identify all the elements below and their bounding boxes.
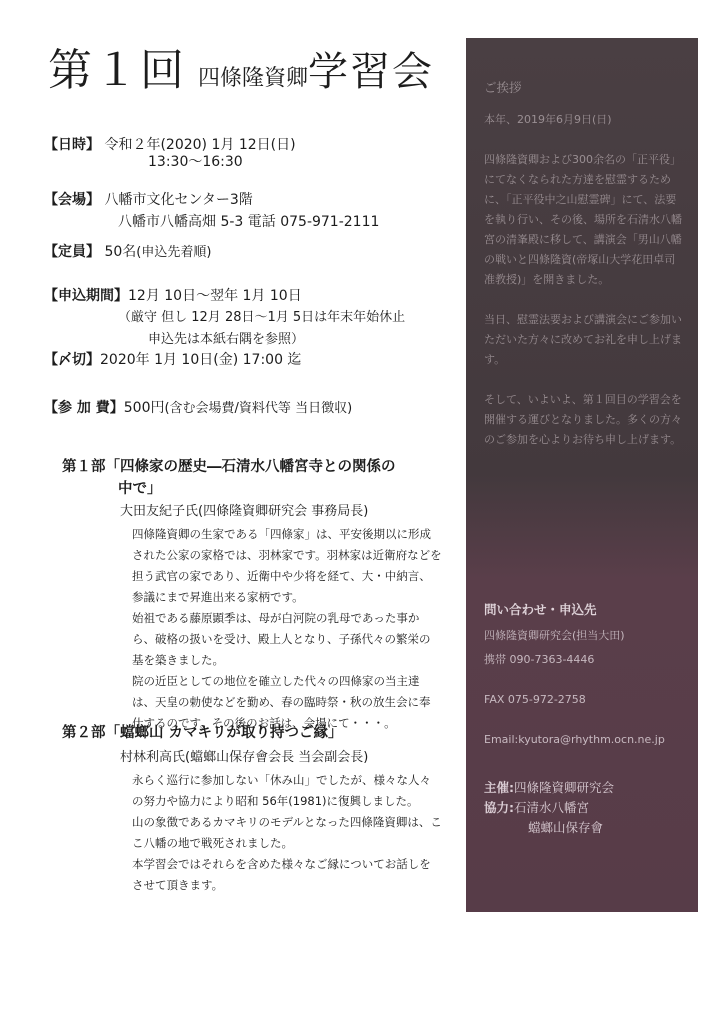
greeting-title: ご挨拶: [484, 80, 522, 95]
fee-value: 500円: [123, 400, 165, 416]
capacity-row: [44, 242, 211, 263]
part1-paragraph: 四條隆資卿の生家である「四條家」は、平安後期以に形成された公家の家格では、羽林家です。羽林家は近衛府などを担う武官の家であり、近衛中や少将を経て、大・中納言、参議にまで昇進出来る家柄です。: [132, 527, 442, 604]
venue-name: 八幡市文化センター3階: [104, 192, 253, 208]
period-value: 12月 10日〜翌年 1月 10日: [128, 288, 302, 304]
time-row: [148, 152, 243, 172]
coop-value-1: 石清水八幡宮: [514, 800, 590, 815]
contact-fax: FAX 075-972-2758: [484, 693, 586, 706]
contact-email: Email:kyutora@rhythm.ocn.ne.jp: [484, 733, 665, 746]
page-title: [48, 34, 434, 98]
part1-body: [132, 524, 442, 734]
part1-heading-line2: 中で」: [118, 481, 162, 497]
fee-row: [44, 398, 352, 419]
greeting-paragraph: そして、いよいよ、第１回目の学習会を開催する運びとなりました。多くの方々のご参加を心よりお待ち申し上げます。: [484, 393, 682, 446]
capacity-label: 【定員】: [44, 244, 100, 260]
title-number: 第１回: [48, 45, 186, 96]
greeting-section: [484, 78, 682, 470]
period-note1: （厳守 但し 12月 28日〜1月 5日は年末年始休止: [118, 310, 406, 325]
venue-label: 【会場】: [44, 192, 100, 208]
host-value: 四條隆資卿研究会: [514, 780, 615, 795]
time-value: 13:30〜16:30: [148, 154, 243, 170]
part2-paragraph: 山の象徴であるカマキリのモデルとなった四條隆資卿は、ここ八幡の地で戦死されました。: [132, 815, 442, 850]
coop-label: 協力:: [484, 800, 514, 815]
venue-address-row: [118, 212, 379, 232]
capacity-note: (申込先着順): [136, 245, 212, 260]
sidebar-panel: [466, 38, 698, 912]
period-note2: 申込先は本紙右隅を参照）: [148, 332, 305, 347]
part2-heading: 第２部「蟷螂山 カマキリが取り持つご縁」: [62, 725, 343, 741]
contact-org-person: 四條隆資卿研究会(担当大田): [484, 629, 625, 642]
period-note2-row: [148, 330, 304, 350]
greeting-paragraph: 四條隆資卿および300余名の「正平役」にてなくなられた方達を慰霊するために、「正平役中之山慰霊碑」にて、法要を執り行い、その後、場所を石清水八幡宮の清峯殿に移して、講演会「男山八幡の戦いと四條隆資(帝塚山大学花田卓司准教授)」を開きました。: [484, 153, 682, 286]
part2-paragraph: 本学習会ではそれらを含めた様々なご縁についてお話しをさせて頂きます。: [132, 857, 431, 892]
part2-paragraph: 永らく巡行に参加しない「休み山」でしたが、様々な人々の努力や協力により昭和 56年(1981)に復興しました。: [132, 773, 431, 808]
contact-section: [484, 598, 684, 752]
date-label: 【日時】: [44, 137, 100, 153]
greeting-paragraph: 当日、慰霊法要および講演会にご参加いただいた方々に改めてお礼を申し上げます。: [484, 313, 682, 366]
contact-heading: 問い合わせ・申込先: [484, 602, 597, 617]
host-label: 主催:: [484, 780, 514, 795]
part2-body: [132, 770, 442, 896]
contact-mobile: 携帯 090-7363-4446: [484, 653, 595, 666]
deadline-value: 2020年 1月 10日(金) 17:00 迄: [100, 352, 302, 368]
greeting-date: 本年、2019年6月9日(日): [484, 113, 612, 126]
title-sub: 四條隆資卿: [198, 66, 309, 91]
part1-speaker: 大田友紀子氏(四條隆資卿研究会 事務局長): [120, 504, 369, 519]
part1-paragraph: 始祖である藤原顕季は、母が白河院の乳母であった事から、破格の扱いを受け、殿上人となり、子孫代々の繁栄の基を築きました。: [132, 611, 431, 667]
part1-heading-line1: 第１部「四條家の歴史―石清水八幡宮寺との関係の: [62, 459, 396, 475]
date-value: 令和２年(2020) 1月 12日(日): [104, 137, 296, 153]
fee-label: 【参 加 費】: [44, 400, 124, 416]
fee-note: (含む会場費/資料代等 当日徴収): [164, 401, 353, 416]
part2-speaker: 村林利高氏(蟷螂山保存會会長 当会副会長): [120, 750, 369, 765]
period-row: [44, 286, 302, 306]
coop-value-2: 蟷螂山保存會: [528, 820, 604, 835]
period-note1-row: [118, 308, 405, 328]
organizers-section: [484, 778, 614, 838]
part1-heading: [62, 456, 396, 500]
part1-paragraph: 院の近臣としての地位を確立した代々の四條家の当主達は、天皇の勅使などを勤め、春の臨時祭・秋の放生会に奉仕するのです。その後のお話は、会場にて・・・。: [132, 674, 431, 730]
title-main: 学習会: [308, 49, 435, 95]
capacity-value: 50名: [104, 244, 137, 260]
deadline-label: 【〆切】: [44, 352, 100, 368]
deadline-row: [44, 350, 301, 370]
period-label: 【申込期間】: [44, 288, 128, 304]
venue-row: [44, 190, 253, 210]
venue-address: 八幡市八幡高畑 5-3 電話 075-971-2111: [118, 214, 380, 230]
